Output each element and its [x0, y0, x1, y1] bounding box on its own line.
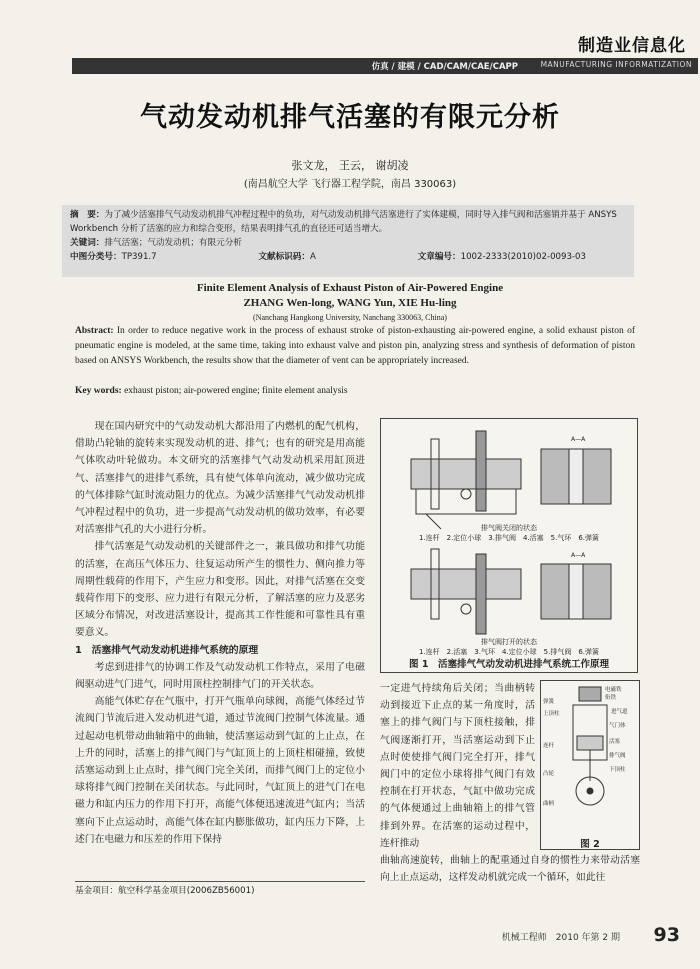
section-heading: 1 活塞排气气动发动机进排气系统的原理	[75, 644, 259, 656]
english-affiliation: (Nanchang Hangkong University, Nanchang 330063, China)	[253, 313, 447, 322]
body-paragraph: 曲轴高速旋转，曲轴上的配重通过自身的惯性力来带动活塞向上止点运动，这样发动机就完成一个循环，如此往	[380, 855, 640, 884]
fig2-label: 凸轮	[543, 771, 555, 777]
article-no-value: 1002-2333(2010)02-0093-03	[460, 252, 586, 262]
section-mark-1: A—A	[571, 436, 586, 443]
body-paragraph: 排气活塞是气动发动机的关键部件之一，兼具做功和排气功能的活塞，在高压气体压力、往复运动所产生的惯性力、侧向推力等周期性载荷的作用下，产生应力和变形。因此，对排气活塞在交变载荷作用下的变形、应力进行有限元分析，了解活塞的应力及恶劣区域分布情况，对改进活塞设计，提高其工作性能和可靠性具有重要意义。	[75, 541, 365, 639]
journal-masthead: 制造业信息化	[578, 36, 686, 56]
fig2-label: 电磁铁	[605, 687, 622, 693]
classification-row	[70, 250, 626, 264]
body-column-right-bottom	[380, 852, 640, 886]
clc-label: 中图分类号：	[70, 252, 122, 262]
english-abstract-label: Abstract:	[75, 326, 114, 336]
section-mark-2: A—A	[571, 552, 586, 559]
fig2-label: 上顶柱	[543, 711, 560, 717]
figure-1	[380, 418, 638, 673]
page-footer-journal: 机械工程师 2010 年第 2 期	[501, 933, 620, 943]
figure-2	[540, 680, 640, 850]
clc-value: TP391.7	[121, 252, 157, 262]
abstract-cn-label: 摘 要：	[70, 210, 105, 220]
figure-2-drawing	[541, 681, 639, 831]
figure-1-legend2: 1.连杆 2.活塞 3.气环 4.定位小球 5.排气阀 6.弹簧	[418, 648, 600, 656]
figure-1-sub2: 排气阀打开的状态	[481, 638, 537, 646]
body-column-left	[75, 418, 365, 848]
fig2-label: 弹簧	[543, 699, 555, 705]
body-paragraph: 一定进气持续角后关闭；当曲柄转动到接近下止点的某一角度时，活塞上的排气阀门与下顶柱接触，排气阀逐渐打开，当活塞运动到下止点时使使排气阀门完全打开，排气阀门中的定位小球将排气阀门有效控制在打开状态，气缸中做功完成的气体便通过上曲轴箱上的排气管排到外界。在活塞的运动过程中，连杆推动	[380, 683, 535, 849]
english-title: Finite Element Analysis of Exhaust Piston of Air-Powered Engine	[196, 282, 504, 294]
fig2-label: 排气阀	[609, 753, 626, 759]
article-authors: 张文龙， 王云， 谢胡凌	[291, 159, 409, 172]
keywords-cn-text: 排气活塞；气动发动机；有限元分析	[104, 238, 242, 248]
funding-note: 基金项目：航空科学基金项目(2006ZB56001)	[75, 881, 365, 896]
fig2-label: 下顶柱	[609, 767, 626, 773]
keywords-cn	[70, 236, 626, 250]
figure-1-legend1: 1.连杆 2.定位小球 3.排气阀 4.活塞 5.气环 6.弹簧	[418, 534, 600, 542]
header-bar	[72, 58, 698, 74]
abstract-cn-text: 为了减少活塞排气气动发动机排气冲程过程中的负功，对气动发动机排气活塞进行了实体建模，同时导入排气阀和活塞销并基于 ANSYS Workbench 分析了活塞的应力和综合变形，结果表明排气孔的直径还可适当增大。	[70, 210, 617, 234]
fig2-label: 连杆	[543, 743, 555, 749]
figure-2-caption: 图 2	[580, 839, 600, 850]
article-affiliation: (南昌航空大学 飞行器工程学院，南昌 330063)	[243, 179, 457, 190]
article-no-label: 文章编号：	[417, 252, 461, 262]
article-title: 气动发动机排气活塞的有限元分析	[140, 102, 560, 133]
english-abstract	[75, 324, 635, 369]
fig2-label: 进气道	[611, 709, 628, 715]
chinese-abstract-box	[62, 205, 634, 277]
page-number: 93	[653, 924, 680, 946]
abstract-cn	[70, 208, 626, 236]
english-keywords-label: Key words:	[75, 386, 122, 396]
fig2-label: 衔铁	[605, 695, 617, 701]
header-tags: 仿真 / 建模 / CAD/CAM/CAE/CAPP	[371, 62, 518, 72]
fig2-label: 曲柄	[543, 801, 555, 807]
body-paragraph: 现在国内研究中的气动发动机大都沿用了内燃机的配气机构，借助凸轮轴的旋转来实现发动机的进、排气；也有的研究是用高能气体吹动叶轮做功。本文研究的活塞排气气动发动机采用缸顶进气、活塞排气的进排气系统，具有使气体单向流动，减少做功完成的气体排除气缸时流动阻力的优点。为减少活塞排气气动发动机排气冲程过程中的负功，进一步提高气动发动机的做功效率，有必要对活塞排气孔的大小进行分析。	[75, 421, 365, 536]
body-paragraph: 高能气体贮存在气瓶中，打开气瓶单向球阀，高能气体经过节流阀门节流后进入发动机进气道，通过节流阀门控制气体流量。通过起动电机带动曲轴箱中的曲轴，使活塞运动到气缸的上止点，在上升的同时，活塞上的排气阀门与气缸顶上的上顶柱相碰撞，致使活塞运动到上止点时，排气阀门完全关闭，而排气阀门上的定位小球将排气阀门控制在关闭状态。与此同时，气缸顶上的进气门在电磁力和缸内压力的作用下打开，高能气体便迅速流进气缸内；当活塞向下止点运动时，高能气体在缸内膨胀做功，缸内压力下降，上述门在电磁力和压差的作用下保持	[75, 696, 365, 845]
body-paragraph: 考虑到进排气的协调工作及气动发动机工作特点，采用了电磁阀驱动进气门进气，同时用顶柱控制排气门的开关状态。	[75, 661, 365, 691]
english-keywords	[75, 386, 635, 396]
doc-label: 文献标识码：	[258, 252, 310, 262]
english-abstract-text: In order to reduce negative work in the process of exhaust stroke of piston-exhausting air-powered engine, a solid exhaust piston of pneumatic engine is modeled, at the same time, taking into exhaust valve and piston pin, analyzing stress and synthesis of deformation of piston based on ANSYS Workbench, the results show that the diameter of vent can be appropriately increased.	[75, 326, 635, 366]
keywords-cn-label: 关键词：	[70, 238, 105, 248]
figure-1-sub1: 排气阀关闭的状态	[481, 524, 537, 532]
english-authors: ZHANG Wen-long, WANG Yun, XIE Hu-ling	[243, 297, 457, 309]
header-tags-en: MANUFACTURING INFORMATIZATION	[540, 60, 692, 69]
body-column-right-top	[380, 680, 535, 852]
figure-1-caption: 图 1 活塞排气气动发动机进排气系统工作原理	[409, 659, 609, 670]
fig2-label: 活塞	[609, 739, 621, 745]
fig2-label: 气门体	[609, 723, 626, 729]
english-keywords-text: exhaust piston; air-powered engine; finite element analysis	[124, 386, 348, 396]
doc-value: A	[309, 252, 316, 262]
